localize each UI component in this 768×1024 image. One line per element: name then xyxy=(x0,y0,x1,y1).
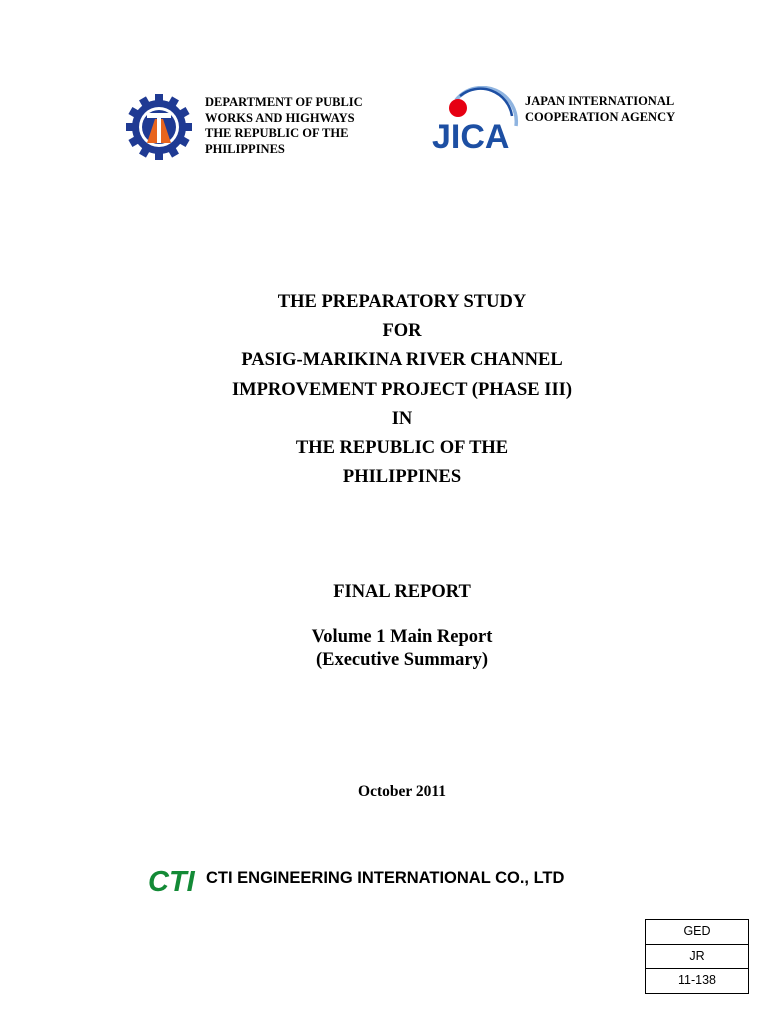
report-date: October 2011 xyxy=(358,783,446,800)
jica-name: JAPAN INTERNATIONAL COOPERATION AGENCY xyxy=(525,94,676,124)
code-box-cell: GED xyxy=(646,920,748,945)
report-type: FINAL REPORT xyxy=(333,582,471,602)
jica-logo-icon xyxy=(428,86,520,156)
document-code-box xyxy=(645,919,749,994)
consultant-name: CTI ENGINEERING INTERNATIONAL CO., LTD xyxy=(206,869,565,887)
jica-logo-text: JICA xyxy=(432,118,510,156)
dpwh-seal-icon xyxy=(125,93,193,161)
dpwh-name: DEPARTMENT OF PUBLIC WORKS AND HIGHWAYS THE REPUBLIC OF THE PHILIPPINES xyxy=(205,95,363,156)
cti-logo-text: CTI xyxy=(148,866,195,894)
cti-logo-icon xyxy=(148,864,196,894)
report-title: THE PREPARATORY STUDY FOR PASIG-MARIKINA RIVER CHANNEL IMPROVEMENT PROJECT (PHASE III) IN THE REPUBLIC OF THE PHILIPPINES xyxy=(231,292,573,488)
report-volume: Volume 1 Main Report (Executive Summary) xyxy=(311,627,493,670)
code-box-cell: 11-138 xyxy=(678,973,716,987)
code-box-cell: JR xyxy=(646,945,748,970)
